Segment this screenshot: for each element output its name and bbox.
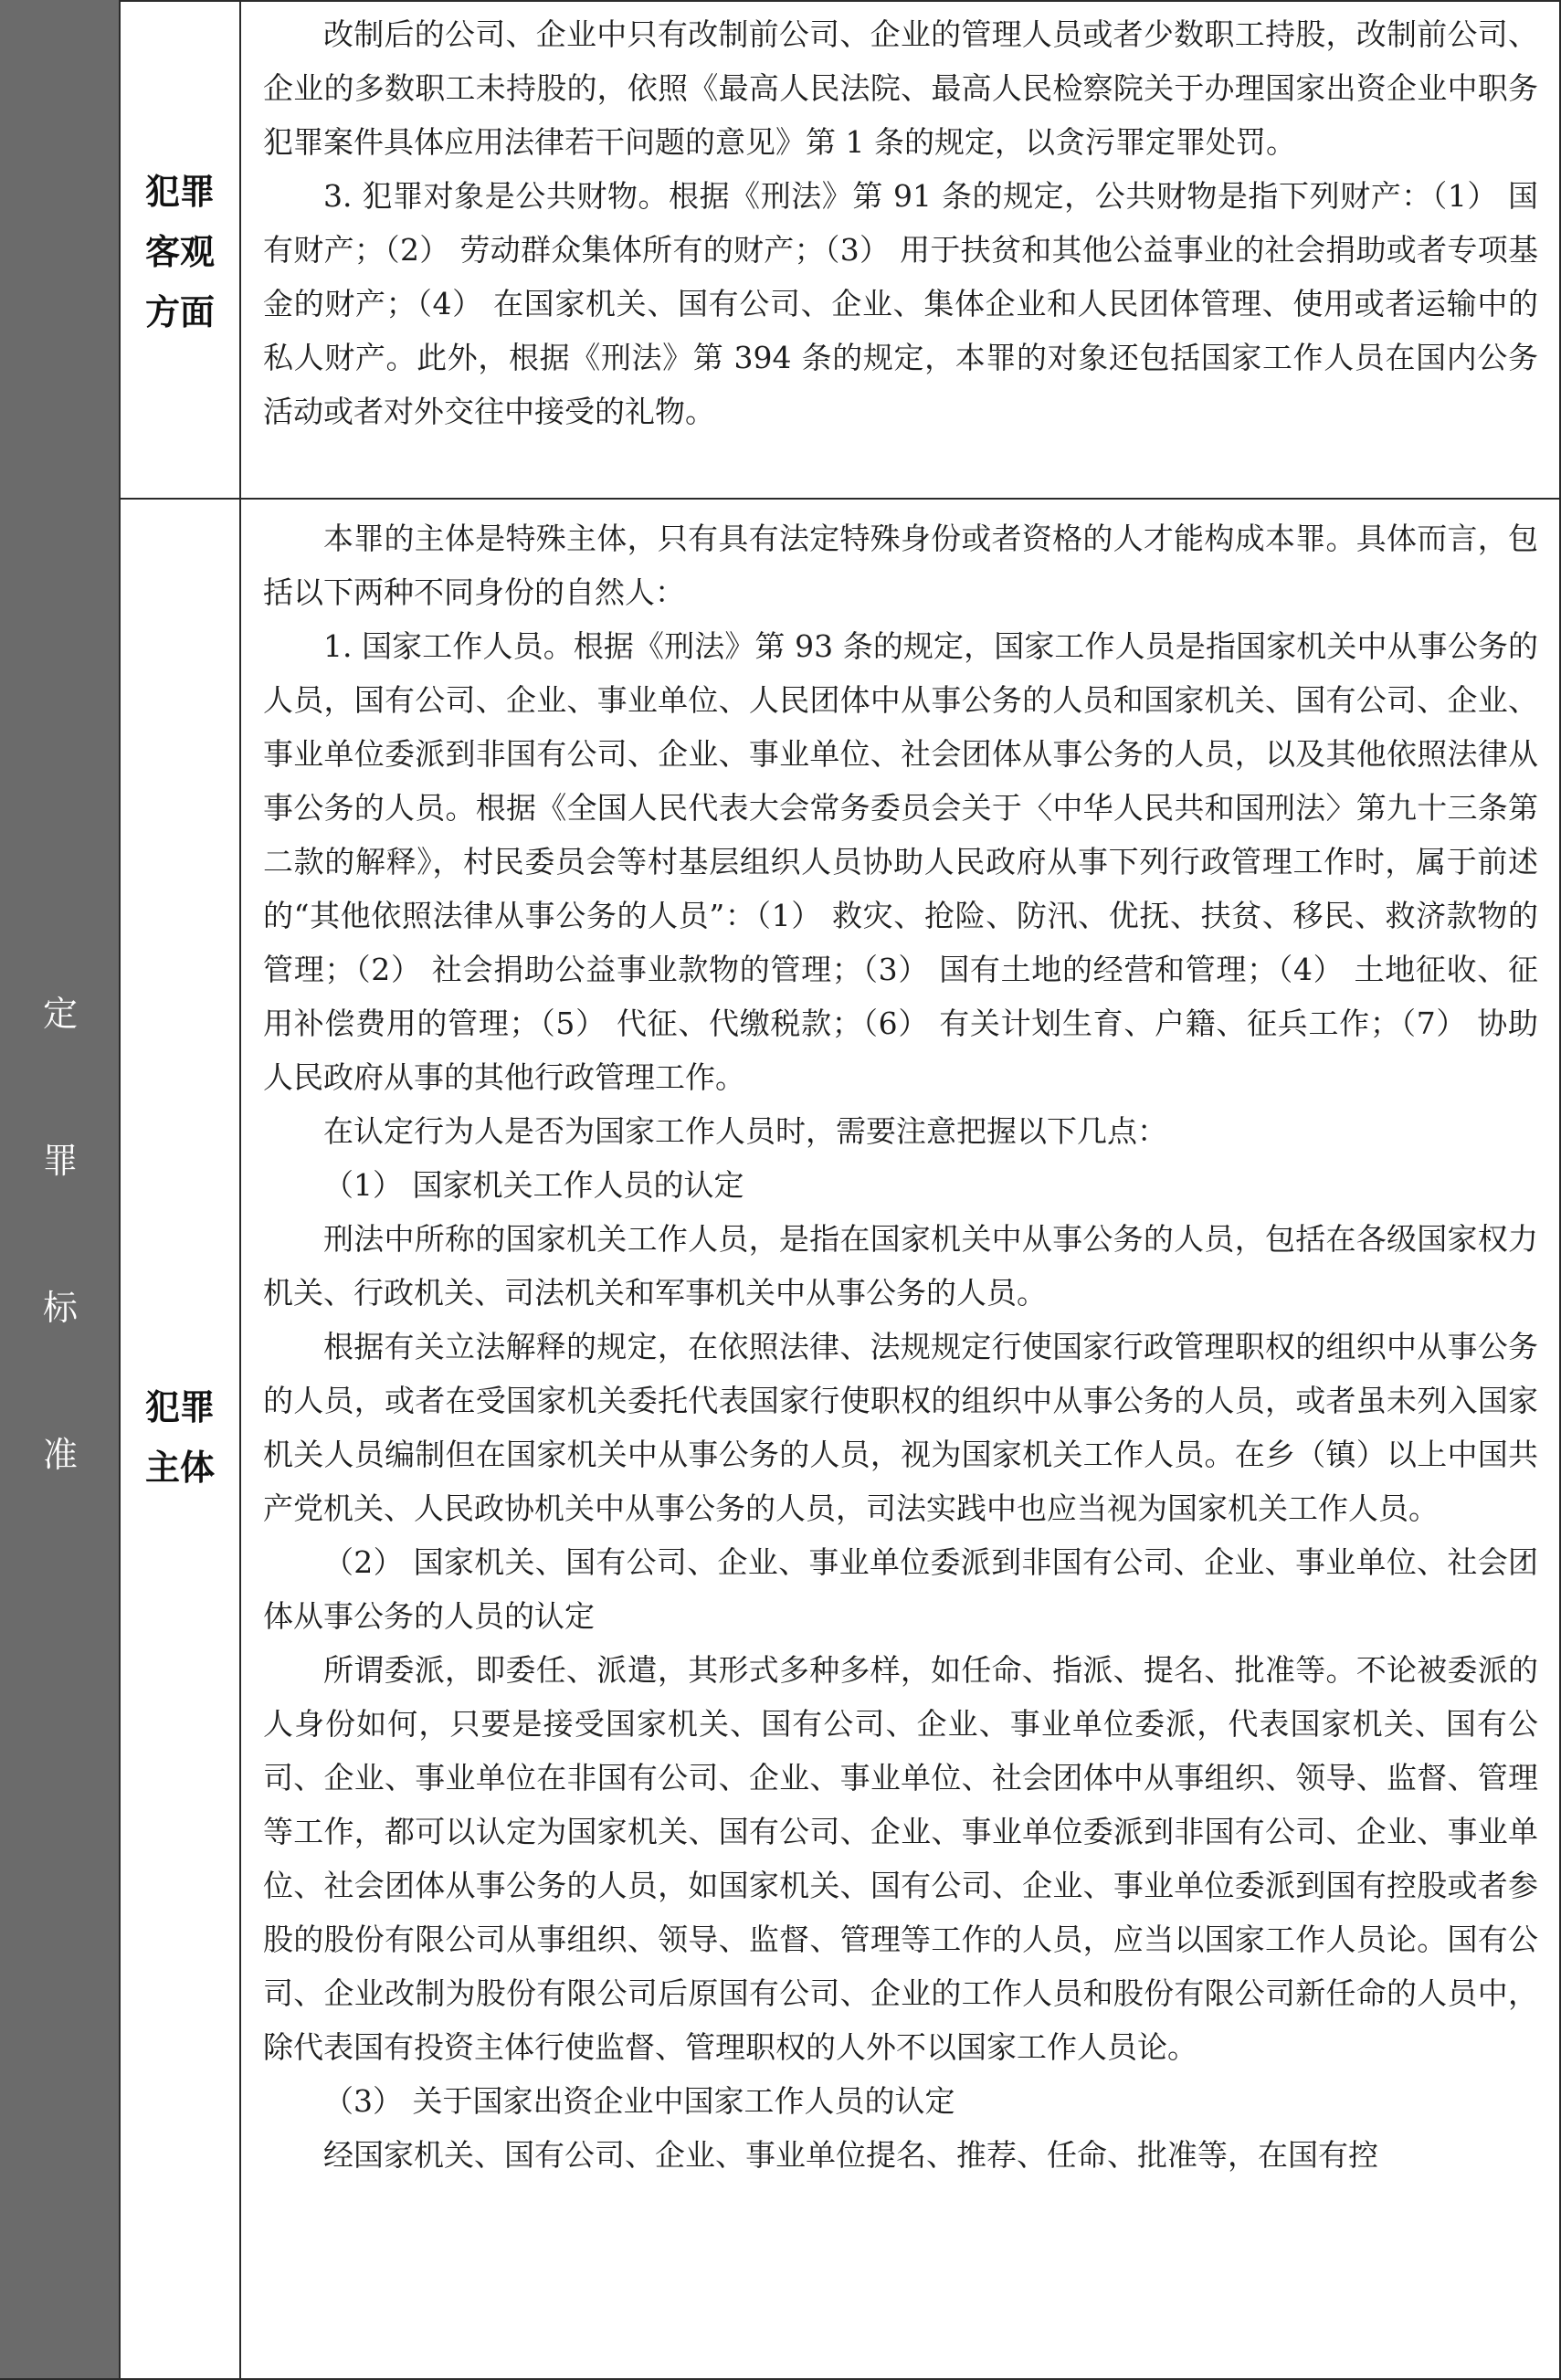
row-label-subject [121, 1377, 239, 1498]
paragraph: 在认定行为人是否为国家工作人员时，需要注意把握以下几点： [323, 1113, 1167, 1149]
row-label-line: 犯罪 [144, 172, 215, 212]
paragraph: （2） 国家机关、国有公司、企业、事业单位委派到非国有公司、企业、事业单位、社会团体从事公务的人员的认定 [263, 1544, 1538, 1634]
paragraph: 根据有关立法解释的规定，在依照法律、法规规定行使国家行政管理职权的组织中从事公务的人员，或者在受国家机关委托代表国家行使职权的组织中从事公务的人员，或者虽未列入国家机关人员编制但在国家机关中从事公务的人员，视为国家机关工作人员。在乡（镇）以上中国共产党机关、人民政协机关中从事公务的人员，司法实践中也应当视为国家机关工作人员。 [263, 1329, 1538, 1526]
row-label-line: 客观 [144, 232, 215, 272]
paragraph: 所谓委派，即委任、派遣，其形式多种多样，如任命、指派、提名、批准等。不论被委派的人身份如何，只要是接受国家机关、国有公司、企业、事业单位委派，代表国家机关、国有公司、企业、事业单位在非国有公司、企业、事业单位、社会团体中从事组织、领导、监督、管理等工作，都可以认定为国家机关、国有公司、企业、事业单位委派到非国有公司、企业、事业单位、社会团体从事公务的人员，如国家机关、国有公司、企业、事业单位委派到国有控股或者参股的股份有限公司从事组织、领导、监督、管理等工作的人员，应当以国家工作人员论。国有公司、企业改制为股份有限公司后原国有公司、企业的工作人员和股份有限公司新任命的人员中，除代表国有投资主体行使监督、管理职权的人外不以国家工作人员论。 [263, 1652, 1538, 2065]
paragraph: 1. 国家工作人员。根据《刑法》第 93 条的规定，国家工作人员是指国家机关中从事公务的人员，国有公司、企业、事业单位、人民团体中从事公务的人员和国家机关、国有公司、企业、事业单位委派到非国有公司、企业、事业单位、社会团体从事公务的人员，以及其他依照法律从事公务的人员。根据《全国人民代表大会常务委员会关于〈中华人民共和国刑法〉第九十三条第二款的解释》，村民委员会等村基层组织人员协助人民政府从事下列行政管理工作时，属于前述的“其他依照法律从事公务的人员”：（1） 救灾、抢险、防汛、优抚、扶贫、移民、救济款物的管理；（2） 社会捐助公益事业款物的管理；（3） 国有土地的经营和管理；（4） 土地征收、征用补偿费用的管理；（5） 代征、代缴税款；（6） 有关计划生育、户籍、征兵工作；（7） 协助人民政府从事的其他行政管理工作。 [263, 628, 1538, 1095]
row-content-subject [263, 511, 1538, 2182]
paragraph: 3. 犯罪对象是公共财物。根据《刑法》第 91 条的规定，公共财物是指下列财产：（1） 国有财产；（2） 劳动群众集体所有的财产；（3） 用于扶贫和其他公益事业的社会捐助或者专项基金的财产；（4） 在国家机关、国有公司、企业、集体企业和人民团体管理、使用或者运输中的私人财产。此外，根据《刑法》第 394 条的规定，本罪的对象还包括国家工作人员在国内公务活动或者对外交往中接受的礼物。 [263, 178, 1538, 429]
category-column [0, 0, 121, 2380]
category-char: 罪 [42, 1141, 78, 1181]
category-label [0, 941, 121, 1529]
table-top-border [121, 0, 1561, 2]
row-content-objective-aspect [263, 7, 1538, 438]
paragraph: 本罪的主体是特殊主体，只有具有法定特殊身份或者资格的人才能构成本罪。具体而言，包括以下两种不同身份的自然人： [263, 521, 1538, 610]
category-char: 标 [42, 1288, 78, 1328]
paragraph: 刑法中所称的国家机关工作人员，是指在国家机关中从事公务的人员，包括在各级国家权力机关、行政机关、司法机关和军事机关中从事公务的人员。 [263, 1221, 1538, 1311]
paragraph: 经国家机关、国有公司、企业、事业单位提名、推荐、任命、批准等，在国有控 [323, 2137, 1378, 2173]
subcategory-column [121, 0, 241, 2380]
paragraph: （3） 关于国家出资企业中国家工作人员的认定 [323, 2083, 955, 2119]
row-divider [121, 498, 1561, 500]
category-char: 定 [42, 994, 78, 1034]
paragraph: （1） 国家机关工作人员的认定 [323, 1167, 744, 1203]
category-char: 准 [42, 1435, 78, 1475]
row-label-line: 主体 [144, 1448, 215, 1488]
paragraph: 改制后的公司、企业中只有改制前公司、企业的管理人员或者少数职工持股，改制前公司、企业的多数职工未持股的，依照《最高人民法院、最高人民检察院关于办理国家出资企业中职务犯罪案件具体应用法律若干问题的意见》第 1 条的规定，以贪污罪定罪处罚。 [263, 16, 1538, 160]
row-label-line: 方面 [144, 292, 215, 332]
row-label-line: 犯罪 [144, 1387, 215, 1427]
row-label-objective-aspect [121, 162, 239, 342]
